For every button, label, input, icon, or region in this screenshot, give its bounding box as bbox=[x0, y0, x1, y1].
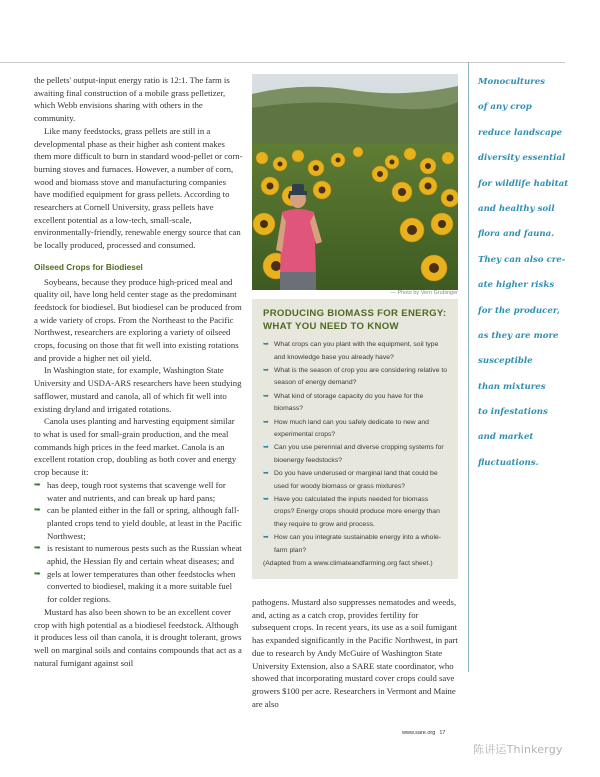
pull-quote-line: to infestations bbox=[478, 407, 548, 418]
watermark-text: 陈讲运Thinkergy bbox=[473, 743, 563, 756]
left-column bbox=[34, 74, 243, 669]
list-item: ➥ Can you use perennial and diverse cropping systems for bioenergy feedstocks? bbox=[263, 442, 450, 467]
list-item: ➥ What crops can you plant with the equipment, soil type and knowledge base you already have? bbox=[263, 339, 450, 364]
list-item: ➥ How can you integrate sustainable energy into a whole-farm plan? bbox=[263, 532, 450, 557]
column-divider bbox=[468, 62, 469, 672]
top-rule bbox=[0, 62, 565, 63]
sidebar-box bbox=[252, 299, 458, 579]
paragraph: Soybeans, because they produce high-priced meal and quality oil, have long held center stage as the predominant feedstock for biodiesel. But biodiesel can be produced from a wide variety of crops. From the Northeast to the Pacific Northwest, researchers are exploring a variety of oilseed crops, focusing on those that fit well into existing rotations and provide a higher net oil yield. bbox=[34, 276, 242, 363]
pull-quote bbox=[478, 76, 573, 482]
middle-column-text bbox=[252, 596, 458, 710]
pull-quote-line: fluctuations. bbox=[478, 457, 539, 468]
sidebar-source-note: (Adapted from a www.climateandfarming.org fact sheet.) bbox=[263, 560, 433, 568]
pull-quote-line: ate higher risks bbox=[478, 280, 555, 291]
page-footer bbox=[402, 730, 445, 736]
list-item: ➥ can be planted either in the fall or spring, although fall-planted crops tend to yield double, at least in the Pacific Northwest; bbox=[34, 504, 243, 542]
list-item: ➥ What is the season of crop you are considering relative to season of energy demand? bbox=[263, 365, 450, 390]
pull-quote-line: flora and fauna. bbox=[478, 229, 555, 240]
sidebar-title-line1: PRODUCING BIOMASS FOR ENERGY: bbox=[263, 308, 447, 319]
paragraph: pathogens. Mustard also suppresses nematodes and weeds, and, acting as a catch crop, provides fertility for subsequent crops. In recent years, its use as a soil fumigant has expanded significantly in the Pacific Northwest, in part due to research by Andy McGuire of Washington State University Extension, also a SARE state coordinator, who showed that incorporating mustard cover crops could save growers $100 per acre. Researchers in Vermont and Maine are also bbox=[252, 597, 458, 709]
sidebar-title-line2: WHAT YOU NEED TO KNOW bbox=[263, 320, 399, 332]
list-item: ➥ has deep, tough root systems that scavenge well for water and nutrients, and can break up hard pans; bbox=[34, 479, 243, 504]
pull-quote-line: They can also cre- bbox=[478, 254, 566, 265]
list-item: ➥ gels at lower temperatures than other feedstocks when converted to biodiesel, making it a more suitable fuel for colder regions. bbox=[34, 568, 243, 606]
paragraph: Mustard has also been shown to be an excellent cover crop with high potential as a biodiesel feedstock. Although it produces less oil than canola, it is drought tolerant, grows well on marginal soils and contains compounds that act as a natural fumigant against soil bbox=[34, 606, 242, 668]
sunflower-field-photo bbox=[252, 74, 458, 290]
sidebar-list bbox=[252, 339, 458, 557]
photo-credit: — Photo by Vern Grubinger bbox=[390, 290, 458, 296]
pull-quote-line: for the producer, bbox=[478, 305, 560, 316]
paragraph: the pellets' output-input energy ratio is 12:1. The farm is awaiting final construction of a mobile grass pelletizer, which Webb envisions sharing with others in the community. bbox=[34, 75, 230, 124]
pull-quote-line: as they are more bbox=[478, 330, 559, 341]
pull-quote-line: for wildlife habitat bbox=[478, 178, 569, 189]
paragraph: In Washington state, for example, Washington State University and USDA-ARS researchers have been studying safflower, mustard and canola, all of which fit well into existing dryland and irrigated rotations. bbox=[34, 365, 242, 414]
pull-quote-line: of any crop bbox=[478, 102, 532, 113]
pull-quote-line: than mixtures bbox=[478, 381, 546, 392]
list-item: ➥ What kind of storage capacity do you have for the biomass? bbox=[263, 391, 450, 416]
pull-quote-line: and healthy soil bbox=[478, 203, 555, 214]
sidebar-title bbox=[263, 308, 448, 333]
pull-quote-line: diversity essential bbox=[478, 153, 566, 164]
list-item: ➥ How much land can you safely dedicate to new and experimental crops? bbox=[263, 417, 450, 442]
list-item: ➥ is resistant to numerous pests such as the Russian wheat aphid, the Hessian fly and certain wheat diseases; and bbox=[34, 542, 243, 567]
paragraph: Like many feedstocks, grass pellets are still in a developmental phase as their higher ash content makes them more difficult to burn in standard wood-pellet or corn-burning stoves and furnaces. However, a number of corn, wood and biomass stove and manufacturing companies have modified equipment for grass pellets. According to researchers at Cornell University, grass pellets have excellent potential as a low-tech, small-scale, environmentally-friendly, renewable energy source that can be locally produced, processed and consumed. bbox=[34, 125, 243, 251]
pull-quote-line: susceptible bbox=[478, 356, 533, 367]
section-heading: Oilseed Crops for Biodiesel bbox=[34, 261, 143, 272]
page-number: 17 bbox=[439, 730, 446, 736]
list-item: ➥ Do you have underused or marginal land that could be used for woody biomass or grass mixtures? bbox=[263, 468, 450, 493]
paragraph: Canola uses planting and harvesting equipment similar to what is used for small-grain production, and the meal commands high prices in the feed market. Canola is an excellent rotation crop, doubling as both cover and energy crop because it: bbox=[34, 416, 237, 478]
canola-benefits-list bbox=[34, 479, 243, 606]
pull-quote-line: Monocultures bbox=[478, 77, 546, 87]
list-item: ➥ Have you calculated the inputs needed for biomass crops? Energy crops should produce more energy than they require to grow and process. bbox=[263, 494, 450, 531]
pull-quote-line: and market bbox=[478, 432, 534, 443]
pull-quote-line: reduce landscape bbox=[478, 127, 563, 138]
footer-url[interactable]: www.sare.org bbox=[402, 730, 436, 736]
